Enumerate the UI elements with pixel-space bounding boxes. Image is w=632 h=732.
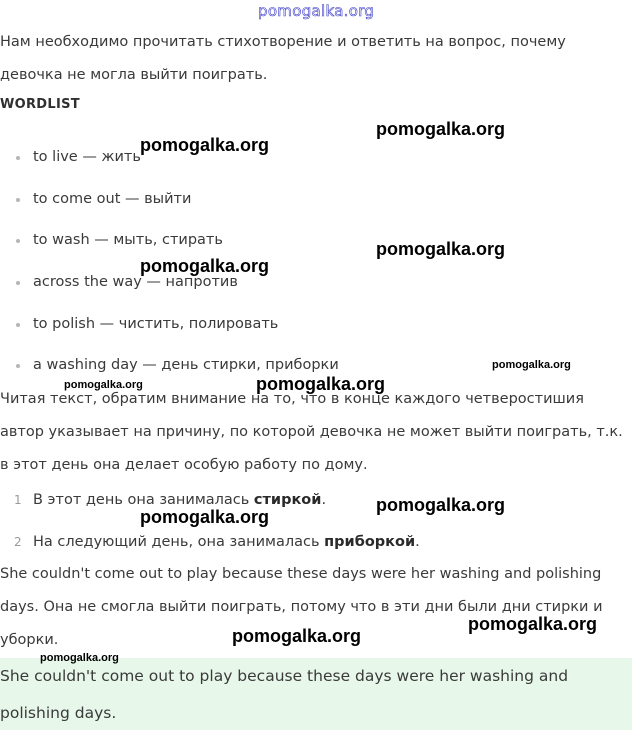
watermark: pomogalka.org	[140, 256, 270, 276]
watermark: pomogalka.org	[64, 379, 143, 391]
watermark: pomogalka.org	[232, 626, 362, 646]
wordlist-item-text: to live — жить	[33, 149, 141, 165]
watermark: pomogalka.org	[40, 652, 119, 664]
watermark: pomogalka.org	[376, 119, 506, 139]
site-title: pomogalka.org	[258, 2, 375, 20]
wordlist-item-text: to polish — чистить, полировать	[33, 315, 279, 332]
wordlist-heading: WORDLIST	[0, 97, 80, 112]
wordlist-item	[0, 345, 339, 387]
watermark: pomogalka.org	[468, 614, 598, 634]
watermark: pomogalka.org	[376, 495, 506, 515]
bullet-icon	[16, 281, 20, 285]
days-item-text: На следующий день, она занималась	[33, 534, 325, 550]
list-number: 2	[14, 535, 22, 549]
days-list-item	[0, 481, 420, 523]
wordlist-item-text: to come out — выйти	[33, 190, 192, 207]
wordlist-item	[0, 137, 339, 179]
bullet-icon	[16, 156, 20, 160]
wordlist-item-text: across the way — напротив	[33, 274, 238, 291]
days-item-end: .	[321, 492, 327, 508]
bullet-icon	[16, 364, 20, 368]
watermark: pomogalka.org	[492, 359, 571, 371]
bullet-icon	[16, 198, 20, 202]
answer-paragraph: She couldn't come out to play because these days were her washing and polishing days. Она не смогла выйти поиграть, потому что в эти дни были дни стирки и уборки.	[0, 566, 603, 648]
wordlist-item	[0, 262, 339, 304]
answer-box	[0, 658, 632, 730]
intro-paragraph: Нам необходимо прочитать стихотворение и ответить на вопрос, почему девочка не могла выйти поиграть.	[0, 34, 566, 83]
answer-box-text: She couldn't come out to play because these days were her washing and polishing days.	[0, 667, 569, 722]
wordlist-item	[0, 304, 339, 346]
wordlist-item	[0, 179, 339, 221]
reason-paragraph: Читая текст, обратим внимание на то, что в конце каждого четверостишия автор указывает на причину, по которой девочка не может выйти поиграть, т.к. в этот день она делает особую работу по дому.	[0, 391, 623, 473]
list-number: 1	[14, 493, 22, 507]
watermark: pomogalka.org	[256, 374, 386, 394]
wordlist-item	[0, 220, 339, 262]
watermark: pomogalka.org	[140, 507, 270, 527]
watermark: pomogalka.org	[140, 135, 270, 155]
days-item-text: В этот день она занималась	[33, 492, 254, 508]
wordlist-item-text: a washing day — день стирки, приборки	[33, 357, 339, 374]
days-item-bold: стиркой	[253, 492, 322, 508]
wordlist	[0, 137, 339, 387]
days-item-end: .	[415, 534, 420, 550]
days-item-bold: приборкой	[324, 534, 416, 550]
bullet-icon	[16, 323, 20, 327]
watermark: pomogalka.org	[376, 239, 506, 259]
wordlist-item-text: to wash — мыть, стирать	[33, 232, 223, 249]
bullet-icon	[16, 239, 20, 243]
days-list	[0, 481, 420, 565]
